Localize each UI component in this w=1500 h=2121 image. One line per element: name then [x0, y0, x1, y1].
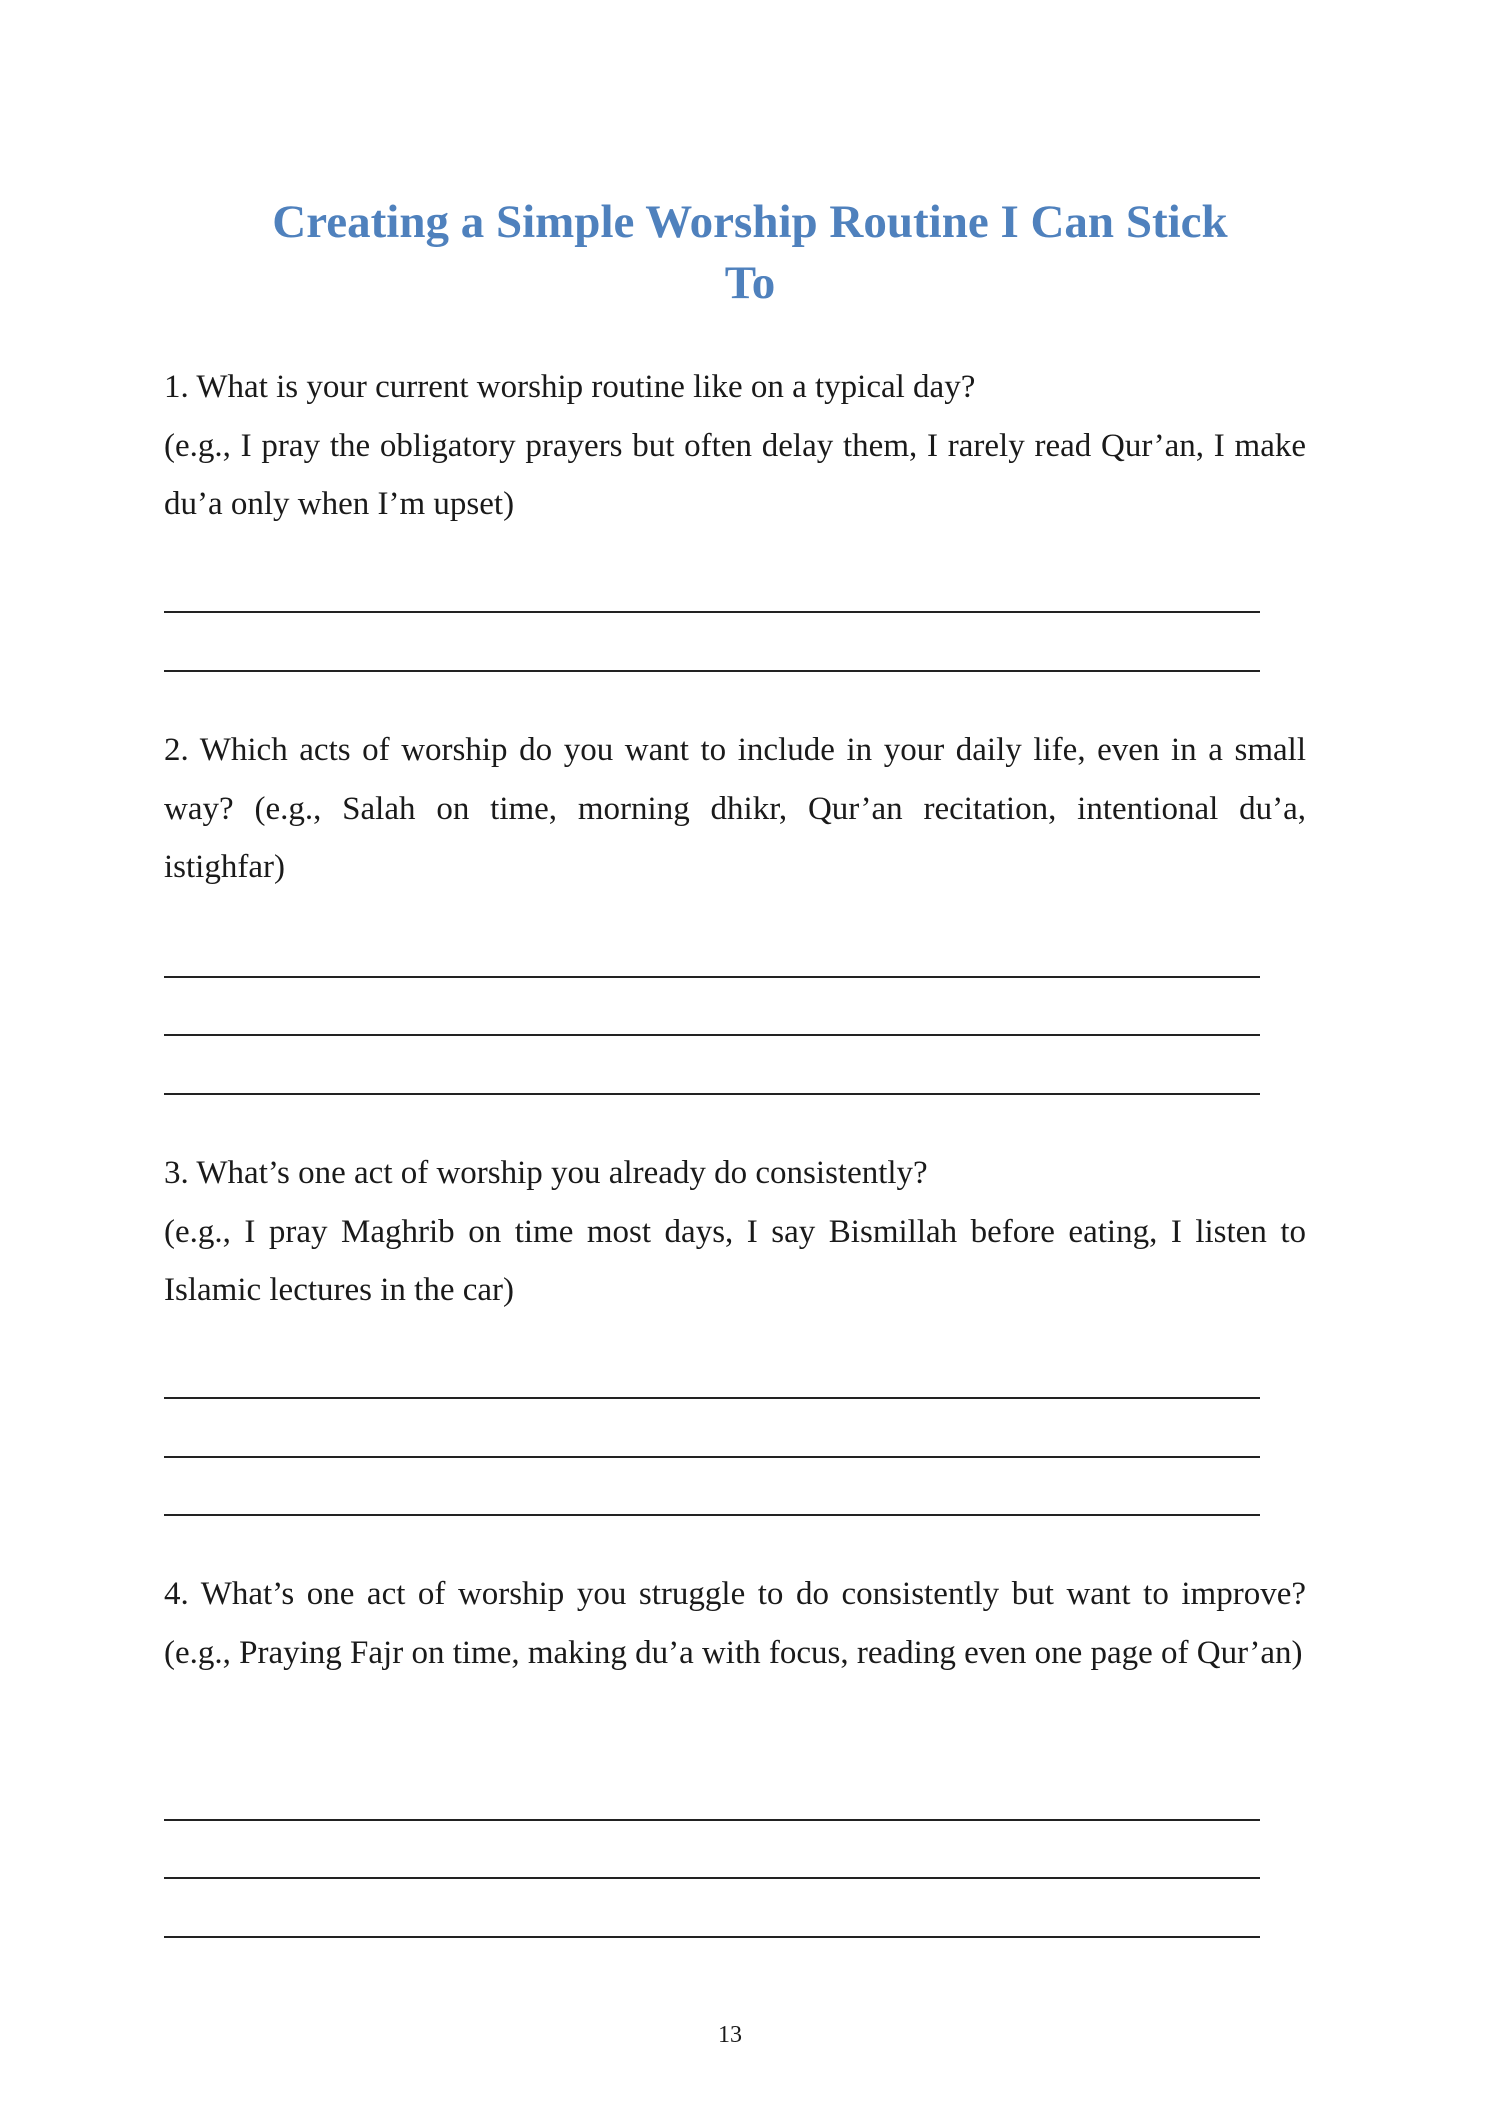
question-3-text: 3. What’s one act of worship you already do consistently? — [164, 1155, 928, 1191]
question-2-example: (e.g., Salah on time, morning dhikr, Qur’an recitation, intentional du’a, istighfar) — [164, 790, 1306, 886]
answer-line-2-3[interactable] — [164, 1093, 1260, 1095]
answer-line-1-2[interactable] — [164, 670, 1260, 672]
question-3-example: (e.g., I pray Maghrib on time most days, I say Bismillah before eating, I listen to Islamic lectures in the car) — [164, 1213, 1306, 1309]
question-2 — [164, 721, 1306, 897]
answer-line-3-1[interactable] — [164, 1397, 1260, 1399]
question-1 — [164, 358, 1306, 534]
question-4 — [164, 1565, 1306, 1682]
answer-line-3-2[interactable] — [164, 1456, 1260, 1458]
answer-line-2-2[interactable] — [164, 1034, 1260, 1036]
answer-line-4-1[interactable] — [164, 1819, 1260, 1821]
page-number: 13 — [718, 2022, 742, 2048]
question-4-example: (e.g., Praying Fajr on time, making du’a with focus, reading even one page of Qur’an) — [164, 1634, 1303, 1671]
answer-line-4-2[interactable] — [164, 1877, 1260, 1879]
answer-line-1-1[interactable] — [164, 611, 1260, 613]
question-3 — [164, 1144, 1306, 1320]
answer-line-3-3[interactable] — [164, 1514, 1260, 1516]
question-2-text: 2. Which acts of worship do you want to include in your daily life, even in a small way? — [164, 732, 1306, 827]
question-1-example: (e.g., I pray the obligatory prayers but often delay them, I rarely read Qur’an, I make du’a only when I’m upset) — [164, 427, 1306, 523]
question-1-text: 1. What is your current worship routine like on a typical day? — [164, 369, 976, 405]
question-4-text: 4. What’s one act of worship you struggle to do consistently but want to improve? — [164, 1576, 1306, 1612]
page-title: Creating a Simple Worship Routine I Can Stick To — [272, 196, 1228, 309]
answer-line-4-3[interactable] — [164, 1936, 1260, 1938]
answer-line-2-1[interactable] — [164, 976, 1260, 978]
